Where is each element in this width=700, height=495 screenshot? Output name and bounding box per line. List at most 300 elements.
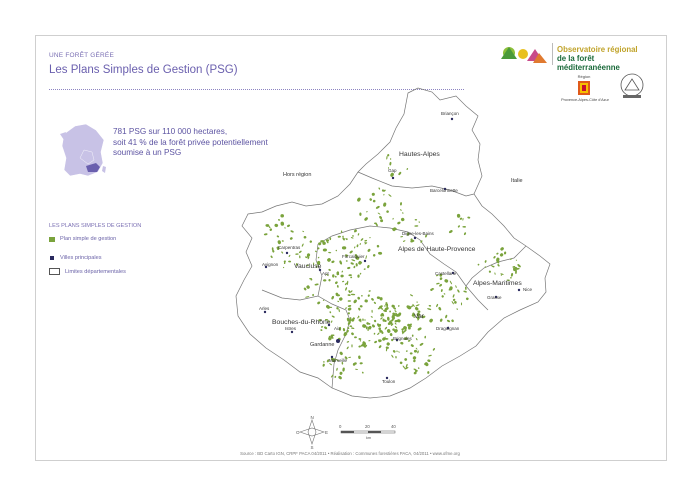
psg-patch <box>402 212 404 214</box>
psg-patch <box>375 205 380 209</box>
psg-patch <box>358 338 361 340</box>
psg-patch <box>415 347 417 349</box>
psg-patch <box>414 350 417 353</box>
psg-patch <box>331 260 335 263</box>
psg-patch <box>356 244 358 247</box>
psg-patch <box>350 276 352 278</box>
psg-patch <box>516 259 518 260</box>
psg-patch <box>370 316 373 318</box>
psg-patch <box>500 246 505 251</box>
psg-patch <box>410 352 413 354</box>
region-caption: Région <box>577 74 591 79</box>
psg-patch <box>338 375 343 380</box>
psg-patch <box>323 248 327 251</box>
psg-patch <box>373 333 375 335</box>
psg-patch <box>358 318 362 322</box>
psg-patch <box>264 233 268 236</box>
psg-patch <box>290 230 294 233</box>
psg-patch <box>427 371 429 374</box>
compass-rose <box>296 415 328 450</box>
psg-patch <box>398 351 400 353</box>
psg-patch <box>348 300 352 302</box>
legend-label-psg: Plan simple de gestion <box>60 236 117 242</box>
psg-patch <box>448 229 453 233</box>
psg-patch <box>386 210 389 213</box>
scale-tick-0: 0 <box>339 424 342 429</box>
city-label-gardanne: Gardanne <box>310 342 335 348</box>
psg-patch <box>357 233 359 236</box>
psg-patch <box>394 326 397 329</box>
psg-patch <box>368 290 370 292</box>
psg-patch <box>360 362 363 364</box>
psg-patch <box>373 200 376 203</box>
psg-patch <box>462 226 466 228</box>
psg-patch <box>427 359 431 362</box>
psg-patch <box>511 273 514 277</box>
psg-patch <box>429 318 434 323</box>
psg-patch <box>347 294 350 296</box>
psg-patch <box>386 156 388 160</box>
stats-line-2: soit 41 % de la forêt privée potentiellement <box>113 137 268 147</box>
psg-patch <box>332 274 334 277</box>
psg-patch <box>371 298 375 302</box>
psg-patch <box>365 255 367 259</box>
psg-patch <box>383 202 387 207</box>
psg-patch <box>338 236 342 238</box>
psg-patch <box>341 270 343 272</box>
psg-patch <box>356 197 361 202</box>
psg-patch <box>399 361 403 365</box>
psg-patch <box>362 371 364 374</box>
city-dot-nice <box>518 289 520 291</box>
psg-patch <box>406 350 408 352</box>
psg-patch <box>367 294 370 297</box>
psg-patch <box>428 354 432 356</box>
psg-patch <box>379 215 383 219</box>
psg-patch <box>340 275 343 278</box>
psg-patch <box>392 350 396 354</box>
psg-patch <box>410 294 414 297</box>
psg-patch <box>417 350 419 353</box>
psg-patch <box>336 307 339 310</box>
region-name: Provence-Alpes-Côte d'Azur <box>561 98 609 102</box>
psg-patch <box>400 217 405 222</box>
psg-patch <box>364 217 369 222</box>
psg-patch <box>348 357 351 359</box>
psg-patch <box>444 279 449 284</box>
psg-patch <box>377 212 380 215</box>
psg-patch <box>377 332 380 335</box>
psg-patch <box>454 301 457 304</box>
stats-line-1: 781 PSG sur 110 000 hectares, <box>113 127 228 136</box>
psg-patch <box>415 338 417 341</box>
city-label-briancon: Briançon <box>441 111 459 116</box>
city-label-arles: Arles <box>259 306 270 311</box>
psg-patch <box>410 344 414 348</box>
psg-patch <box>371 192 375 196</box>
city-dot-digne <box>414 237 416 239</box>
psg-patch <box>369 198 372 202</box>
psg-patch <box>338 309 340 312</box>
city-dot-istres <box>291 331 293 333</box>
psg-patch <box>295 253 299 255</box>
city-label-nice: Nice <box>523 287 533 292</box>
scale-bar <box>339 424 396 440</box>
psg-patch <box>351 259 355 262</box>
psg-patch <box>438 306 442 310</box>
psg-patch <box>318 257 320 259</box>
psg-patch <box>321 326 324 328</box>
psg-patch <box>353 299 358 304</box>
psg-patch <box>406 168 408 170</box>
psg-patch <box>455 285 457 288</box>
city-label-castellane: Castellane <box>435 271 457 276</box>
psg-patch <box>384 326 387 329</box>
city-dot-gap <box>392 177 394 179</box>
psg-patch <box>283 260 286 263</box>
psg-patch <box>451 319 455 323</box>
psg-patch <box>380 219 383 222</box>
psg-patch <box>331 296 335 300</box>
scale-tick-40: 40 <box>391 424 396 429</box>
psg-patch <box>364 240 367 242</box>
psg-patch <box>451 301 454 305</box>
psg-patch <box>384 305 385 307</box>
psg-patch <box>368 340 370 341</box>
psg-patch <box>353 265 356 268</box>
compass-o: O <box>296 430 300 435</box>
psg-patch <box>282 240 284 242</box>
psg-patch <box>493 266 495 268</box>
psg-patch <box>441 295 444 298</box>
city-label-barcelonnette: Barcelonnette <box>430 188 458 193</box>
page-title: Les Plans Simples de Gestion (PSG) <box>49 64 238 76</box>
psg-patch <box>280 214 284 218</box>
dept-label-var: Var <box>414 313 425 320</box>
psg-patch <box>276 235 279 238</box>
outside-label-hors-region: Hors région <box>283 172 312 178</box>
psg-patch <box>390 158 392 160</box>
psg-patch <box>457 289 460 293</box>
compass-e: E <box>325 430 329 435</box>
city-label-toulon: Toulon <box>382 379 396 384</box>
psg-patch <box>347 267 351 270</box>
psg-patch <box>494 272 496 275</box>
psg-patch <box>400 202 402 206</box>
psg-patch <box>419 342 424 346</box>
psg-patch <box>326 257 331 262</box>
psg-patch <box>378 327 381 330</box>
psg-patch <box>314 283 318 285</box>
psg-patch <box>447 319 451 322</box>
psg-patch <box>278 219 281 222</box>
psg-patch <box>389 162 392 166</box>
psg-patch <box>374 340 378 343</box>
psg-patch <box>335 276 337 278</box>
psg-patch <box>362 318 364 321</box>
legend-title: LES PLANS SIMPLES DE GESTION <box>49 223 142 229</box>
city-label-brignoles: Brignoles <box>393 336 412 341</box>
psg-patch <box>355 369 358 371</box>
psg-patch <box>331 374 334 378</box>
psg-patch <box>439 283 443 287</box>
city-label-digne: Digne-les-Bains <box>402 231 434 236</box>
psg-patch <box>404 358 407 361</box>
psg-patch <box>424 336 426 339</box>
psg-patch <box>386 329 390 334</box>
psg-patch <box>324 326 328 330</box>
psg-patch <box>289 237 293 241</box>
psg-patch <box>306 285 311 290</box>
psg-patch <box>417 327 422 331</box>
psg-patch <box>351 237 354 239</box>
psg-patch <box>395 356 397 359</box>
scale-unit: km <box>366 436 372 440</box>
psg-patch <box>325 304 330 309</box>
psg-patch <box>461 302 462 305</box>
psg-patch <box>517 264 521 268</box>
psg-patch <box>354 336 357 338</box>
psg-patch <box>281 251 284 254</box>
psg-patch <box>364 299 368 303</box>
psg-patch <box>342 246 346 249</box>
psg-patch <box>449 280 452 284</box>
psg-patch <box>398 171 402 175</box>
psg-patch <box>466 297 469 300</box>
psg-patch <box>351 332 355 336</box>
psg-patch <box>416 301 418 303</box>
psg-patch <box>427 308 431 311</box>
psg-patch <box>301 243 304 247</box>
psg-patch <box>288 255 290 258</box>
city-dot-gardanne <box>336 339 340 343</box>
psg-patch <box>462 218 464 221</box>
psg-patch <box>323 279 327 282</box>
psg-patch <box>355 263 358 267</box>
psg-patch <box>485 266 487 267</box>
psg-patch <box>413 359 416 362</box>
psg-patch <box>309 240 312 243</box>
psg-patch <box>357 274 359 277</box>
compass-icon <box>308 420 316 444</box>
psg-patch <box>439 277 443 281</box>
psg-patch <box>339 260 343 265</box>
psg-patch <box>312 294 314 297</box>
psg-patch <box>284 227 286 229</box>
psg-patch <box>350 262 354 265</box>
city-label-aix: Aix <box>334 326 341 331</box>
psg-patch <box>391 354 394 358</box>
city-label-forcalquier: Forcalquier <box>342 254 365 259</box>
city-label-avignon: Avignon <box>262 262 279 267</box>
psg-patch <box>334 376 336 379</box>
psg-patch <box>335 281 339 285</box>
psg-patch <box>403 240 406 242</box>
psg-patch <box>331 320 333 323</box>
psg-patch <box>457 214 461 218</box>
psg-patch <box>269 228 272 231</box>
psg-patch <box>345 287 348 291</box>
psg-patch <box>349 325 352 327</box>
psg-patch <box>280 221 284 226</box>
city-dot-carpentras <box>286 252 288 254</box>
psg-patch <box>345 307 348 309</box>
psg-patch <box>358 260 363 265</box>
dept-label-hautes-alpes: Hautes-Alpes <box>399 151 440 158</box>
psg-patch <box>345 238 348 241</box>
psg-patch <box>400 209 402 211</box>
legend-label-cities: Villes principales <box>60 255 102 261</box>
psg-patch <box>499 253 504 258</box>
observatoire-line-2: de la forêt méditerranéenne <box>557 54 620 72</box>
psg-patch <box>418 221 419 223</box>
psg-patch <box>358 355 361 359</box>
psg-patch <box>464 232 467 235</box>
psg-patch <box>328 252 331 254</box>
psg-patch <box>383 194 384 196</box>
psg-patch <box>418 367 420 369</box>
psg-patch <box>339 351 344 356</box>
psg-patch <box>387 317 390 321</box>
psg-patch <box>329 311 331 314</box>
stats-line-3: soumise à un PSG <box>113 148 182 157</box>
psg-patch <box>361 295 363 297</box>
department-labels <box>272 151 523 326</box>
psg-patch <box>436 282 440 284</box>
psg-patch <box>456 308 458 310</box>
psg-patch <box>378 345 382 349</box>
psg-patch <box>373 319 376 322</box>
city-label-gap: Gap <box>388 168 397 173</box>
psg-patch <box>497 264 500 267</box>
psg-patch <box>360 340 362 342</box>
psg-patch <box>346 341 349 343</box>
psg-patch <box>342 367 345 371</box>
psg-patch <box>302 230 304 232</box>
psg-patch <box>394 322 397 325</box>
psg-patch <box>459 217 462 220</box>
dept-label-ahp: Alpes de Haute-Provence <box>398 246 476 253</box>
psg-patch <box>463 290 467 293</box>
city-label-grasse: Grasse <box>487 295 502 300</box>
psg-patch <box>348 305 352 307</box>
psg-patch <box>428 305 431 307</box>
psg-patch <box>415 219 418 221</box>
psg-patch <box>287 224 291 227</box>
psg-patch <box>366 211 368 213</box>
psg-patch <box>396 350 397 352</box>
psg-patch <box>283 267 285 269</box>
psg-patch <box>397 319 402 323</box>
observatoire-line-1: Observatoire régional <box>557 45 638 54</box>
psg-patch <box>299 250 303 253</box>
city-label-istres: Istres <box>285 326 297 331</box>
psg-patch <box>367 329 369 331</box>
psg-patch <box>329 363 332 366</box>
psg-patch <box>441 289 443 292</box>
psg-patch <box>367 265 370 269</box>
psg-patch <box>352 235 354 237</box>
corsica-shape <box>102 166 106 173</box>
psg-patch <box>496 252 499 255</box>
psg-patch <box>331 315 335 318</box>
psg-patch <box>493 256 496 259</box>
compass-n: N <box>310 415 314 420</box>
psg-patch <box>376 245 379 248</box>
psg-patch <box>386 342 391 347</box>
psg-patch <box>453 298 456 301</box>
psg-patch <box>360 238 363 242</box>
city-label-marseille: Marseille <box>329 358 348 363</box>
psg-patch <box>371 310 372 313</box>
psg-patch <box>354 246 356 248</box>
psg-patch <box>504 251 507 254</box>
psg-patch <box>457 225 460 228</box>
dept-label-alpes-maritimes: Alpes-Maritimes <box>473 280 522 287</box>
psg-patch <box>351 327 355 329</box>
psg-patch <box>343 328 346 332</box>
legend-label-limits: Limites départementales <box>65 268 126 275</box>
psg-patch <box>378 187 380 190</box>
psg-patch <box>348 274 352 276</box>
city-label-carpentras: Carpentras <box>278 245 301 250</box>
psg-patch <box>389 310 391 312</box>
dept-label-vaucluse: Vaucluse <box>294 263 322 270</box>
psg-patch <box>452 294 455 298</box>
psg-patch <box>500 273 504 275</box>
psg-patch <box>400 236 403 238</box>
psg-patch <box>373 254 376 257</box>
psg-patch <box>274 223 278 227</box>
city-dot-arles <box>264 311 266 313</box>
psg-patch <box>351 294 355 296</box>
psg-patch <box>436 304 439 308</box>
psg-patch <box>328 279 331 282</box>
psg-patch <box>398 305 400 307</box>
psg-patch <box>270 255 273 258</box>
psg-patch <box>415 304 419 307</box>
psg-patch <box>338 297 343 302</box>
psg-patch <box>412 356 417 361</box>
source-footer: Source : BD Carto IGN, CRPF PACA 04/2011 • Réalisation : Communes forestières PACA, 04/2011 • www.ofme.org <box>240 451 460 456</box>
psg-patch <box>347 307 352 311</box>
psg-patch <box>337 300 339 302</box>
psg-patch <box>467 216 470 219</box>
psg-patch <box>299 255 301 258</box>
compass-s: S <box>310 445 314 450</box>
psg-patch <box>305 296 309 298</box>
psg-patch <box>346 346 349 349</box>
psg-patch <box>342 235 344 237</box>
psg-patch <box>477 263 479 265</box>
psg-patch <box>303 287 307 291</box>
psg-patch <box>359 273 361 275</box>
psg-patch <box>488 270 491 273</box>
psg-patch <box>320 329 322 331</box>
psg-patch <box>394 310 397 313</box>
psg-patch <box>277 240 281 245</box>
city-dot-briancon <box>451 118 453 120</box>
psg-patch <box>342 280 345 282</box>
psg-patch <box>337 285 339 288</box>
psg-patch <box>359 243 361 245</box>
psg-patch <box>367 248 371 252</box>
psg-patch <box>373 301 376 304</box>
psg-patch <box>360 305 363 308</box>
section-kicker: UNE FORÊT GÉRÉE <box>49 52 115 59</box>
psg-patch <box>385 346 389 349</box>
psg-patch <box>303 236 306 239</box>
